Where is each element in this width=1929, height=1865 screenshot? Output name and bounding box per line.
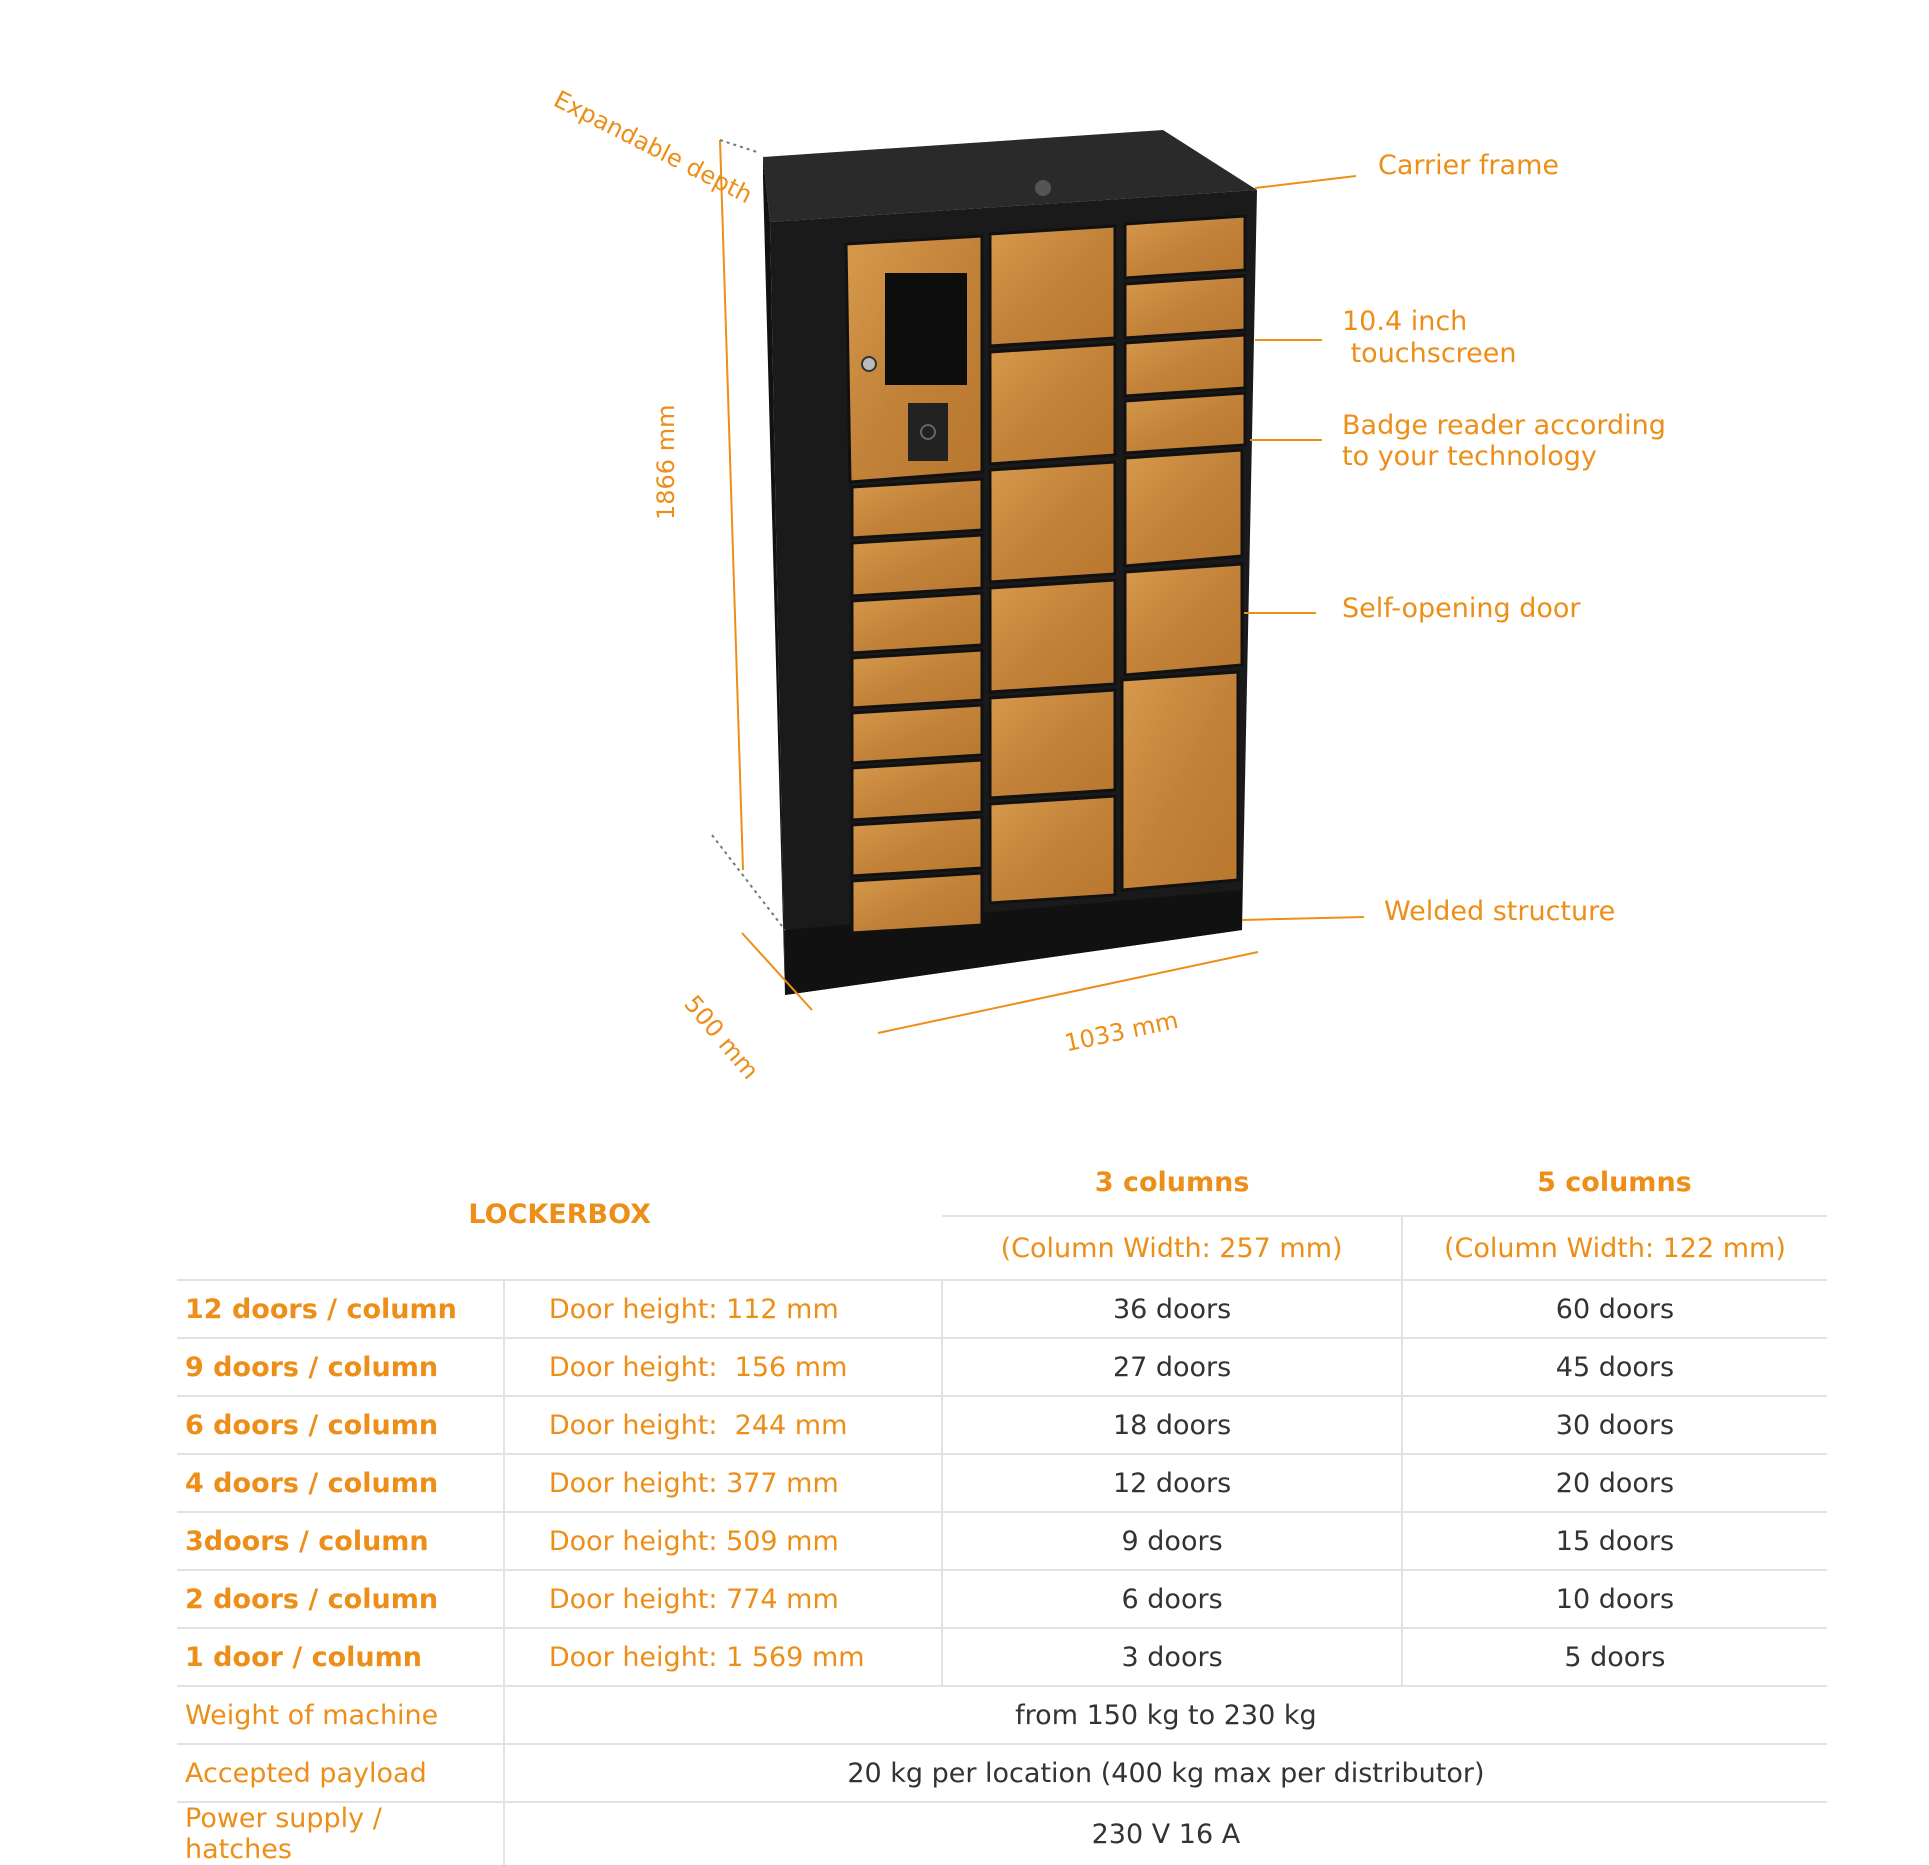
table-row: Accepted payload 20 kg per location (400 kg max per distributor) bbox=[177, 1744, 1827, 1802]
height-dimension-line bbox=[720, 140, 743, 870]
depth-label: 500 mm bbox=[678, 990, 765, 1085]
badge-reader-label-1: Badge reader according bbox=[1342, 410, 1666, 441]
badge-reader-label-2: to your technology bbox=[1342, 441, 1597, 472]
col5-sub: (Column Width: 122 mm) bbox=[1402, 1216, 1827, 1280]
table-row: 12 doors / column Door height: 112 mm 36 doors 60 doors bbox=[177, 1280, 1827, 1338]
carrier-frame-label: Carrier frame bbox=[1378, 150, 1559, 181]
width-label: 1033 mm bbox=[1062, 1005, 1181, 1058]
height-label: 1866 mm bbox=[652, 404, 680, 520]
touchscreen-label-1: 10.4 inch bbox=[1342, 306, 1468, 337]
table-row: 4 doors / column Door height: 377 mm 12 doors 20 doors bbox=[177, 1454, 1827, 1512]
callout-carrier bbox=[1255, 176, 1356, 188]
expandable-depth-label: Expandable depth bbox=[549, 85, 757, 210]
touchscreen bbox=[885, 273, 967, 385]
table-title: LOCKERBOX bbox=[468, 1199, 651, 1230]
badge-reader bbox=[908, 403, 948, 461]
table-row: Weight of machine from 150 kg to 230 kg bbox=[177, 1686, 1827, 1744]
table-row: Power supply / hatches 230 V 16 A bbox=[177, 1802, 1827, 1865]
col3-head: 3 columns bbox=[1094, 1167, 1250, 1198]
table-row: 6 doors / column Door height: 244 mm 18 doors 30 doors bbox=[177, 1396, 1827, 1454]
self-opening-door-label: Self-opening door bbox=[1342, 593, 1581, 624]
table-row: 3doors / column Door height: 509 mm 9 doors 15 doors bbox=[177, 1512, 1827, 1570]
spec-table bbox=[177, 1150, 1827, 1865]
table-row: 1 door / column Door height: 1 569 mm 3 doors 5 doors bbox=[177, 1628, 1827, 1686]
welded-structure-label: Welded structure bbox=[1384, 896, 1616, 927]
table-row: 2 doors / column Door height: 774 mm 6 doors 10 doors bbox=[177, 1570, 1827, 1628]
callout-welded bbox=[1242, 917, 1364, 920]
table-row: 9 doors / column Door height: 156 mm 27 doors 45 doors bbox=[177, 1338, 1827, 1396]
touchscreen-label-2: touchscreen bbox=[1342, 338, 1517, 369]
col3-sub: (Column Width: 257 mm) bbox=[942, 1216, 1402, 1280]
col5-head: 5 columns bbox=[1537, 1167, 1692, 1198]
lock-knob bbox=[862, 357, 876, 371]
